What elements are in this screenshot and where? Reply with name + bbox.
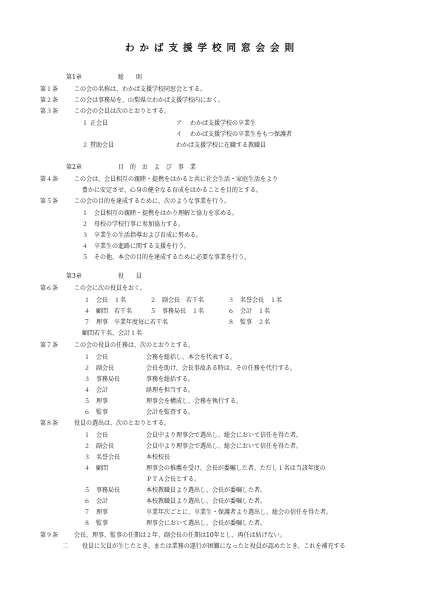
duty-role: 副会長 <box>96 365 115 372</box>
chapter-3-heading: 第3章 役 員 <box>66 273 142 280</box>
election-description: 本校教職員より選出し、会長が委嘱した者。 <box>146 498 267 505</box>
officer-list-cell: ３ 名誉会長 １名 <box>228 297 283 304</box>
election-description: 本校教職員より選出し、会長が委嘱した者。 <box>146 487 267 494</box>
article-2: 第２条 この会は事務局を、山梨県立わかば支援学校内におく。 <box>40 97 224 104</box>
duty-description: 会務を総括し、本会を代表する。 <box>146 354 237 361</box>
election-description: 卒業年次ごとに、卒業生・保護者より選出し、総会の信任を得た者。 <box>146 509 333 516</box>
election-description: 会員中より理事会で選出し、総会において信任を得た者。 <box>146 443 303 450</box>
duty-role: 事務局長 <box>96 376 121 383</box>
election-description: 本校校長 <box>146 454 171 461</box>
duty-number: ４ <box>84 387 91 394</box>
election-description: 会員中より理事会で選出し、総会において信任を得た者。 <box>146 432 303 439</box>
member-row-regular-sub-b: イ わかば支援学校の卒業生をもつ保護者 <box>176 131 293 138</box>
election-description: 理事会において選出し、会長が委嘱した者。 <box>146 520 267 527</box>
duty-number: ６ <box>84 409 91 416</box>
article-1: 第１条 この会の名称は、わかば支援学校同窓会とする。 <box>40 86 207 93</box>
article-5-item-4: ４ 卒業生の進路に関する支援を行う。 <box>82 243 191 250</box>
article-6: 第６条 この会に次の役員をおく。 <box>40 285 146 292</box>
election-number: ７ <box>84 509 91 516</box>
election-number: ４ <box>84 465 91 472</box>
chapter-2-heading: 第2章 目 的 お よ び 事 業 <box>66 164 196 171</box>
officer-list-cell: ４ 顧問 若干名 <box>84 308 133 315</box>
article-5-item-1: １ 会員相互の親睦・提携をはかり理解と協力を求める。 <box>82 210 239 217</box>
election-role: 顧問 <box>96 465 109 472</box>
chapter-1-heading: 第1章 総 則 <box>66 74 142 81</box>
member-row-regular: １ 正会員 <box>82 120 108 127</box>
election-role: 会計 <box>96 498 109 505</box>
article-5: 第５条 この会の目的を達成するために、次のような事業を行う。 <box>40 198 231 205</box>
document-title: わかば支援学校同窓会会則 <box>124 43 299 54</box>
officer-list-cell: ６ 会計 １名 <box>228 308 271 315</box>
officer-list-cell: ７ 理事 卒業年度毎に若干名 <box>84 319 169 326</box>
election-number: ８ <box>84 520 91 527</box>
election-role: 理事 <box>96 509 109 516</box>
duty-number: ２ <box>84 365 91 372</box>
member-row-supporting: ２ 賛助会員 <box>82 142 114 149</box>
article-5-item-2: ２ 母校の学校行事に参加協力する。 <box>82 221 185 228</box>
duty-description: 理事会を構成し、会務を執行する。 <box>146 398 243 405</box>
officer-list-cell: ２ 副会長 若干名 <box>150 297 205 304</box>
election-description: ＰＴＡ会長とする。 <box>146 476 201 483</box>
officer-list-cell: ８ 監事 ２名 <box>228 319 271 326</box>
duty-description: 経理を担当する。 <box>146 387 195 394</box>
election-description: 理事会の推薦を受け、会長が委嘱した者。ただし１名は当該年度の <box>146 465 326 472</box>
election-number: ６ <box>84 498 91 505</box>
election-number: ５ <box>84 487 91 494</box>
article-4-continuation: 豊かに安定させ、心身の健全なる育成をはかることを目的とする。 <box>82 187 262 194</box>
officer-list-cell: １ 会長 １名 <box>84 297 127 304</box>
duty-number: ５ <box>84 398 91 405</box>
officer-list-cell: ５ 事務局長 １名 <box>150 308 205 315</box>
election-role: 副会長 <box>96 443 115 450</box>
article-3: 第３条 この会の会員は次のとおりとする。 <box>40 108 171 115</box>
duty-role: 会計 <box>96 387 109 394</box>
member-row-supporting-desc: わかば支援学校に在職する教職員 <box>176 142 267 149</box>
duty-role: 理事 <box>96 398 109 405</box>
duty-role: 監事 <box>96 409 109 416</box>
election-number: １ <box>84 432 91 439</box>
election-role: 会長 <box>96 432 109 439</box>
article-9-clause-2: 二 役員に欠員が生じたとき、または業務の遂行が困難になったと役員が認めたとき、これを補充する <box>62 543 346 550</box>
article-8: 第８条 役員の選出は、次のとおりとする。 <box>40 420 171 427</box>
officer-list-total: 顧問若干名、会計１名 <box>82 330 143 337</box>
duty-number: ３ <box>84 376 91 383</box>
duty-description: 会長を助け、会長事故ある時は、その任務を代行する。 <box>146 365 296 372</box>
election-number: ３ <box>84 454 91 461</box>
election-role: 名誉会長 <box>96 454 121 461</box>
election-role: 監事 <box>96 520 109 527</box>
article-9: 第９条 会長、理事、監事の任期は２年、副会長の任期は10年とし、再任は妨げない。 <box>40 532 286 539</box>
article-7: 第７条 この会の役員の任務は、次のとおりとする。 <box>40 342 195 349</box>
duty-description: 会計を監査する。 <box>146 409 195 416</box>
article-5-item-5: ５ その他、本会の目的を達成するために必要な事業を行う。 <box>82 254 251 261</box>
election-number: ２ <box>84 443 91 450</box>
member-row-regular-sub-a: ア わかば支援学校の卒業生 <box>176 120 257 127</box>
duty-number: １ <box>84 354 91 361</box>
duty-description: 事務を総括する。 <box>146 376 195 383</box>
duty-role: 会長 <box>96 354 109 361</box>
election-role: 事務局長 <box>96 487 121 494</box>
article-4: 第４条 この会は、会員相互の親睦・提携をはかると共に社会生活・家庭生活をより <box>40 176 279 183</box>
article-5-item-3: ３ 卒業生の生活指導および育成に努める。 <box>82 232 203 239</box>
